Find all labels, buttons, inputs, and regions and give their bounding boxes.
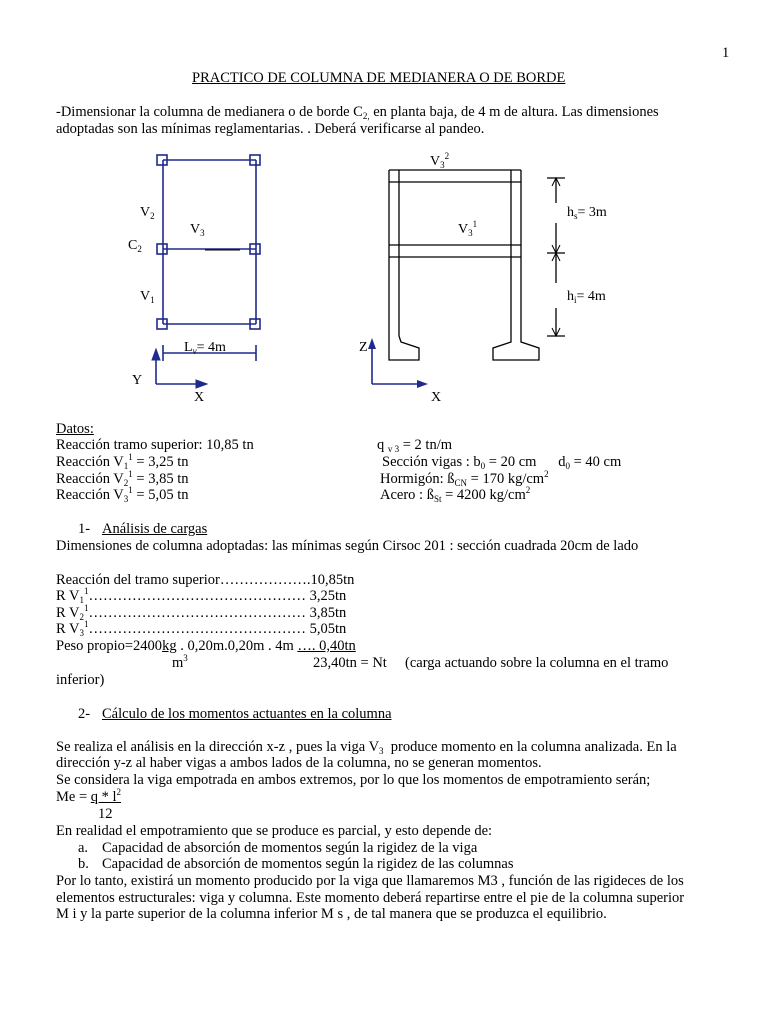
section1-m3: $m^3$: [172, 653, 188, 671]
datos-hormigon: Hormigón: $ß_{CN} = 170$ $kg/cm^2$: [380, 469, 549, 488]
elev-label-hi: $h_i= 4m$: [567, 289, 606, 305]
section2-paragraph-4b: elementos estructurales: viga y columna. Este momento deberá repartirse entre el pie de la columna superior: [56, 890, 685, 906]
section2-paragraph-1: Se realiza el análisis en la dirección x-z , pues la viga $V_3$ produce momento en la columna analizada. En la: [56, 739, 677, 756]
datos-heading: Datos:: [56, 421, 94, 437]
datos-left-0: Reacción tramo superior: 10,85 tn: [56, 437, 254, 453]
section1-rv2: R $V_2^1\dots\dots\dots\dots\dots\dots\dots\dots\dots\dots\dots\dots\dots\dots\dots$ 3,85tn: [56, 603, 347, 622]
elev-label-v3-top: $V_3^2$: [430, 151, 450, 170]
section2-list-item-a-marker: a.: [78, 840, 89, 856]
page-title: PRACTICO DE COLUMNA DE MEDIANERA O DE BORDE: [192, 70, 566, 86]
page-number: 1: [722, 45, 730, 61]
datos-acero: Acero : $ß_{St} = 4200$ $kg/cm^2$: [380, 485, 531, 504]
section2-paragraph-3: En realidad el empotramiento que se produce es parcial, y esto depende de:: [56, 823, 493, 839]
elev-label-hs: $h_s= 3m$: [567, 205, 607, 221]
plan-axis-y: Y: [132, 373, 143, 388]
section2-heading: Cálculo de los momentos actuantes en la columna: [102, 706, 392, 722]
plan-label-lv: $L_v= 4m$: [184, 340, 226, 356]
plan-label-v3: $V_3$: [190, 222, 205, 238]
section1-heading: Análisis de cargas: [102, 521, 208, 537]
plan-label-v1: $V_1$: [140, 289, 155, 305]
section2-me-denominator: 12: [98, 806, 113, 822]
section1-rv3: R $V_3^1\dots\dots\dots\dots\dots\dots\dots\dots\dots\dots\dots\dots\dots\dots\dots$ 5,05tn: [56, 619, 347, 638]
section1-nt-note: (carga actuando sobre la columna en el tramo: [405, 655, 669, 671]
section2-paragraph-4: Por lo tanto, existirá un momento producido por la viga que llamaremos M3 , función de las rigideces de los: [56, 873, 684, 889]
section1-reaction-superior: Reacción del tramo superior……………….10,85tn: [56, 572, 355, 588]
datos-left-2: Reacción $V_2^1 = 3,85$ tn: [56, 469, 189, 488]
plan-axis-x: X: [194, 390, 205, 405]
section1-nt-note-2: inferior): [56, 672, 105, 688]
datos-left-3: Reacción $V_3^1 = 5,05$ tn: [56, 485, 189, 504]
plan-label-v2: $V_2$: [140, 205, 155, 221]
datos-left-1: Reacción $V_1^1 = 3,25$ tn: [56, 452, 189, 471]
section1-peso-propio: Peso propio=2400kg . 0,20m.0,20m . 4m …. 0,40tn: [56, 638, 356, 654]
section1-dims: Dimensiones de columna adoptadas: las mínimas según Cirsoc 201 : sección cuadrada 20cm de lado: [56, 538, 639, 554]
datos-seccion: Sección vigas : $b_0 = 20$ cm $d_0 = 40$ cm: [382, 454, 622, 471]
section1-number: 1-: [78, 521, 91, 537]
elev-label-v3-mid: $V_3^1$: [458, 219, 478, 238]
elev-axis-x: X: [431, 390, 442, 405]
section1-rv1: R $V_1^1\dots\dots\dots\dots\dots\dots\dots\dots\dots\dots\dots\dots\dots\dots\dots$ 3,25tn: [56, 586, 347, 605]
elev-axis-z: Z: [359, 340, 368, 355]
plan-diagram: [120, 148, 300, 413]
section2-paragraph-1b: dirección y-z al haber vigas a ambos lados de la columna, no se generan momentos.: [56, 755, 542, 771]
intro-line-2: adoptadas son las mínimas reglamentarias. . Deberá verificarse al pandeo.: [56, 121, 485, 137]
plan-label-c2: $C_2$: [128, 238, 142, 254]
section2-number: 2-: [78, 706, 91, 722]
section2-paragraph-2: Se considera la viga empotrada en ambos extremos, por lo que los momentos de empotramiento serán;: [56, 772, 651, 788]
datos-q: q $_{v 3}$ = 2 tn/m: [377, 437, 453, 454]
section2-list-item-b: Capacidad de absorción de momentos según la rigidez de las columnas: [102, 856, 514, 872]
section1-nt: 23,40tn = Nt: [313, 655, 387, 671]
section2-me-formula: $Me = q * l^2$: [56, 787, 122, 805]
section2-paragraph-4c: M i y la parte superior de la columna inferior M s , de tal manera que se produzca el equilibrio.: [56, 906, 607, 922]
elevation-diagram: [355, 148, 635, 413]
intro-line-1: -Dimensionar la columna de medianera o de borde $C_{2,}$ en planta baja, de 4 m de altura. Las dimensiones: [56, 104, 659, 121]
section2-list-item-b-marker: b.: [78, 856, 89, 872]
section2-list-item-a: Capacidad de absorción de momentos según la rigidez de la viga: [102, 840, 478, 856]
